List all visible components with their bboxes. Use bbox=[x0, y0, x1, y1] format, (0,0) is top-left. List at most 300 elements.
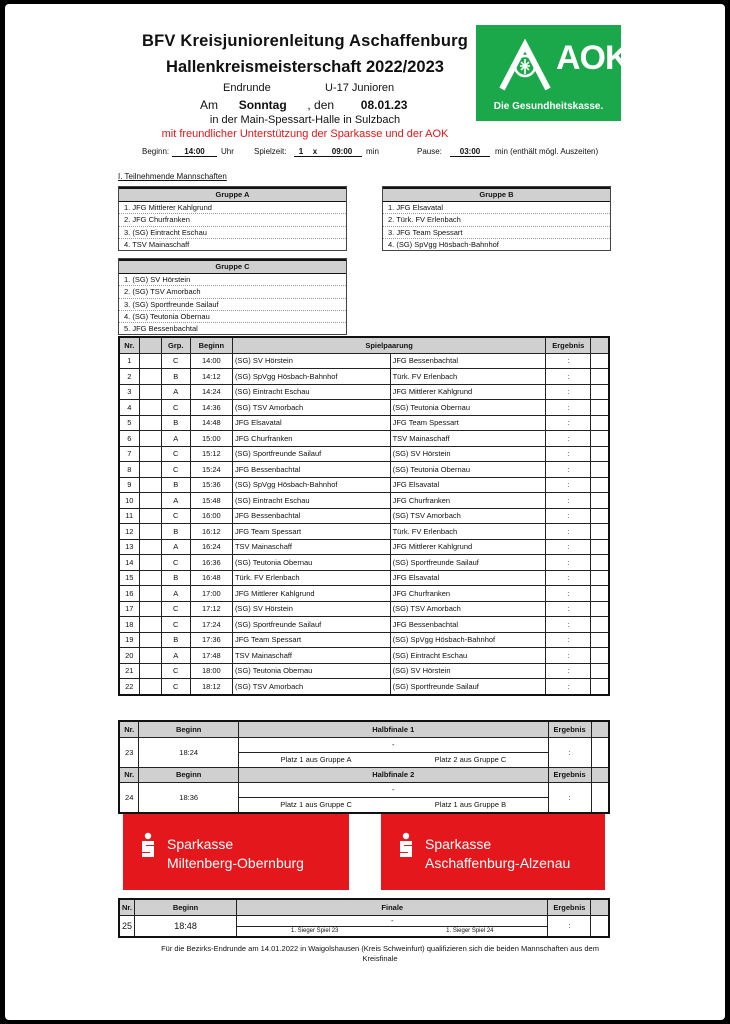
match-result: : bbox=[546, 477, 591, 493]
match-result: : bbox=[546, 648, 591, 664]
match-result: : bbox=[546, 384, 591, 400]
blank-cell bbox=[139, 617, 161, 633]
sponsor-sparkasse-aschaffenburg bbox=[381, 814, 605, 890]
play-time-value: 09:00 bbox=[322, 147, 362, 157]
aok-brand: AOK bbox=[556, 39, 629, 77]
match-group: B bbox=[161, 369, 190, 385]
match-group: A bbox=[161, 431, 190, 447]
table-row bbox=[119, 431, 609, 447]
match-result: : bbox=[546, 663, 591, 679]
match-group: A bbox=[161, 539, 190, 555]
semifinal-2-start-header: Beginn bbox=[139, 767, 238, 783]
match-result: : bbox=[546, 555, 591, 571]
match-group: B bbox=[161, 524, 190, 540]
match-time: 15:48 bbox=[190, 493, 232, 509]
match-group: A bbox=[161, 586, 190, 602]
match-time: 17:36 bbox=[190, 632, 232, 648]
table-row bbox=[119, 586, 609, 602]
play-time-unit: min bbox=[366, 147, 379, 156]
semifinal-1-pairing bbox=[238, 737, 548, 767]
final-right: 1. Sieger Spiel 24 bbox=[446, 927, 494, 934]
away-team: JFG Bessenbachtal bbox=[390, 353, 546, 369]
match-result: : bbox=[546, 493, 591, 509]
pause-value: 03:00 bbox=[450, 147, 490, 157]
match-group: C bbox=[161, 400, 190, 416]
semifinal-1-result: : bbox=[548, 737, 591, 767]
final-time: 18:48 bbox=[135, 915, 237, 937]
home-team: JFG Bessenbachtal bbox=[232, 508, 390, 524]
age-class: U-17 Junioren bbox=[325, 82, 395, 94]
page-title: BFV Kreisjuniorenleitung Aschaffenburg bbox=[141, 32, 468, 50]
away-team: (SG) Sportfreunde Sailauf bbox=[390, 555, 546, 571]
sponsor-2-line2: Aschaffenburg-Alzenau bbox=[425, 855, 571, 871]
table-row bbox=[119, 477, 609, 493]
start-time-unit: Uhr bbox=[221, 147, 234, 156]
home-team: (SG) Teutonia Obernau bbox=[232, 555, 390, 571]
away-team: (SG) Sportfreunde Sailauf bbox=[390, 679, 546, 695]
semifinal-2-pairing bbox=[238, 783, 548, 814]
table-row bbox=[119, 524, 609, 540]
header-blank-2 bbox=[591, 337, 609, 353]
semifinal-2-right: Platz 1 aus Gruppe B bbox=[434, 800, 507, 809]
final-row bbox=[119, 915, 609, 937]
semifinal-1-result-header: Ergebnis bbox=[548, 721, 591, 737]
match-time: 14:36 bbox=[190, 400, 232, 416]
table-row bbox=[119, 601, 609, 617]
schedule-body bbox=[119, 353, 609, 695]
match-result: : bbox=[546, 570, 591, 586]
match-group: C bbox=[161, 462, 190, 478]
home-team: (SG) TSV Amorbach bbox=[232, 679, 390, 695]
semifinal-2-blank-cell bbox=[591, 783, 609, 814]
final-pairing bbox=[237, 915, 548, 937]
blank-cell bbox=[139, 369, 161, 385]
blank-cell bbox=[139, 632, 161, 648]
match-time: 17:48 bbox=[190, 648, 232, 664]
match-group: C bbox=[161, 446, 190, 462]
semifinal-2-left: Platz 1 aus Gruppe C bbox=[280, 800, 352, 809]
table-row bbox=[119, 679, 609, 695]
final-blank-cell bbox=[591, 915, 609, 937]
away-team: JFG Churfranken bbox=[390, 586, 546, 602]
blank-cell bbox=[591, 431, 609, 447]
away-team: (SG) TSV Amorbach bbox=[390, 508, 546, 524]
blank-cell bbox=[591, 353, 609, 369]
match-time: 16:24 bbox=[190, 539, 232, 555]
home-team: (SG) SV Hörstein bbox=[232, 353, 390, 369]
venue: in der Main-Spessart-Halle in Sulzbach bbox=[209, 114, 401, 126]
away-team: (SG) Teutonia Obernau bbox=[390, 400, 546, 416]
semifinal-2-nr-header: Nr. bbox=[119, 767, 139, 783]
match-time: 14:00 bbox=[190, 353, 232, 369]
match-result: : bbox=[546, 400, 591, 416]
semifinal-1-nr: 23 bbox=[119, 737, 139, 767]
match-time: 16:36 bbox=[190, 555, 232, 571]
away-team: JFG Elsavatal bbox=[390, 570, 546, 586]
sparkasse-logo-icon bbox=[399, 832, 413, 858]
match-time: 15:00 bbox=[190, 431, 232, 447]
final-nr-header: Nr. bbox=[119, 899, 135, 915]
play-time-times: x bbox=[308, 147, 322, 157]
table-row bbox=[119, 663, 609, 679]
table-row bbox=[119, 617, 609, 633]
match-time: 14:12 bbox=[190, 369, 232, 385]
match-time: 15:24 bbox=[190, 462, 232, 478]
match-group: C bbox=[161, 679, 190, 695]
blank-cell bbox=[139, 648, 161, 664]
blank-cell bbox=[591, 586, 609, 602]
blank-cell bbox=[139, 446, 161, 462]
match-result: : bbox=[546, 369, 591, 385]
match-group: A bbox=[161, 648, 190, 664]
final-header bbox=[119, 899, 609, 915]
blank-cell bbox=[591, 617, 609, 633]
match-nr: 17 bbox=[119, 601, 139, 617]
page-subtitle: Hallenkreismeisterschaft 2022/2023 bbox=[166, 58, 444, 76]
match-time: 16:00 bbox=[190, 508, 232, 524]
semifinal-2-time: 18:36 bbox=[139, 783, 238, 814]
header-result: Ergebnis bbox=[546, 337, 591, 353]
blank-cell bbox=[139, 601, 161, 617]
match-nr: 16 bbox=[119, 586, 139, 602]
blank-cell bbox=[591, 384, 609, 400]
blank-cell bbox=[139, 524, 161, 540]
blank-cell bbox=[139, 477, 161, 493]
semifinal-1-header bbox=[119, 721, 609, 737]
table-row bbox=[119, 446, 609, 462]
group-team: 1. JFG Elsavatal bbox=[383, 202, 610, 214]
table-row bbox=[119, 353, 609, 369]
away-team: TSV Mainaschaff bbox=[390, 431, 546, 447]
sparkasse-logo-icon bbox=[141, 832, 155, 858]
semifinal-1-blank-cell bbox=[591, 737, 609, 767]
blank-cell bbox=[591, 648, 609, 664]
away-team: (SG) Eintracht Eschau bbox=[390, 648, 546, 664]
blank-cell bbox=[591, 570, 609, 586]
match-result: : bbox=[546, 508, 591, 524]
match-group: B bbox=[161, 415, 190, 431]
match-nr: 3 bbox=[119, 384, 139, 400]
sponsor-1-line2: Miltenberg-Obernburg bbox=[167, 855, 304, 871]
semifinal-2-header bbox=[119, 767, 609, 783]
blank-cell bbox=[591, 400, 609, 416]
match-nr: 21 bbox=[119, 663, 139, 679]
schedule-table bbox=[118, 336, 610, 696]
match-nr: 20 bbox=[119, 648, 139, 664]
home-team: JFG Bessenbachtal bbox=[232, 462, 390, 478]
match-group: C bbox=[161, 508, 190, 524]
group-b-title: Gruppe B bbox=[383, 187, 610, 202]
blank-cell bbox=[591, 415, 609, 431]
home-team: (SG) TSV Amorbach bbox=[232, 400, 390, 416]
group-team: 3. JFG Team Spessart bbox=[383, 227, 610, 239]
match-nr: 18 bbox=[119, 617, 139, 633]
semifinal-2-result-header: Ergebnis bbox=[548, 767, 591, 783]
group-team: 5. JFG Bessenbachtal bbox=[124, 324, 198, 334]
blank-cell bbox=[591, 462, 609, 478]
match-result: : bbox=[546, 539, 591, 555]
date-den: , den bbox=[307, 98, 335, 112]
home-team: (SG) Sportfreunde Sailauf bbox=[232, 617, 390, 633]
blank-cell bbox=[139, 353, 161, 369]
match-time: 15:36 bbox=[190, 477, 232, 493]
away-team: (SG) Teutonia Obernau bbox=[390, 462, 546, 478]
home-team: TSV Mainaschaff bbox=[232, 648, 390, 664]
match-time: 18:00 bbox=[190, 663, 232, 679]
blank-cell bbox=[591, 493, 609, 509]
sponsor-sparkasse-miltenberg bbox=[123, 814, 349, 890]
final-table bbox=[118, 898, 610, 938]
schedule-header-row bbox=[119, 337, 609, 353]
home-team: (SG) Sportfreunde Sailauf bbox=[232, 446, 390, 462]
match-nr: 13 bbox=[119, 539, 139, 555]
group-a-title: Gruppe A bbox=[119, 187, 346, 202]
match-group: C bbox=[161, 663, 190, 679]
match-time: 15:12 bbox=[190, 446, 232, 462]
match-group: C bbox=[161, 601, 190, 617]
header-group: Grp. bbox=[161, 337, 190, 353]
blank-cell bbox=[139, 679, 161, 695]
match-nr: 10 bbox=[119, 493, 139, 509]
table-row bbox=[119, 508, 609, 524]
pause-note: min (enthält mögl. Auszeiten) bbox=[495, 147, 599, 156]
blank-cell bbox=[139, 431, 161, 447]
match-result: : bbox=[546, 415, 591, 431]
match-nr: 15 bbox=[119, 570, 139, 586]
blank-cell bbox=[139, 539, 161, 555]
match-nr: 14 bbox=[119, 555, 139, 571]
match-time: 17:00 bbox=[190, 586, 232, 602]
match-group: C bbox=[161, 617, 190, 633]
match-nr: 8 bbox=[119, 462, 139, 478]
date-am: Am bbox=[200, 98, 218, 112]
semifinal-1-blank bbox=[591, 721, 609, 737]
final-title: Finale bbox=[237, 899, 548, 915]
header-start: Beginn bbox=[190, 337, 232, 353]
final-blank bbox=[591, 899, 609, 915]
away-team: (SG) SV Hörstein bbox=[390, 446, 546, 462]
match-result: : bbox=[546, 353, 591, 369]
match-nr: 5 bbox=[119, 415, 139, 431]
blank-cell bbox=[139, 663, 161, 679]
away-team: JFG Mittlerer Kahlgrund bbox=[390, 384, 546, 400]
home-team: JFG Mittlerer Kahlgrund bbox=[232, 586, 390, 602]
table-row bbox=[119, 555, 609, 571]
support-line: mit freundlicher Unterstützung der Sparkasse und der AOK bbox=[161, 128, 449, 140]
match-group: A bbox=[161, 384, 190, 400]
blank-cell bbox=[139, 462, 161, 478]
aok-tree-icon bbox=[498, 39, 552, 93]
home-team: Türk. FV Erlenbach bbox=[232, 570, 390, 586]
semifinal-2-dash: - bbox=[239, 783, 548, 798]
away-team: JFG Elsavatal bbox=[390, 477, 546, 493]
group-team: 3. (SG) Sportfreunde Sailauf bbox=[119, 299, 346, 311]
blank-cell bbox=[139, 493, 161, 509]
match-nr: 4 bbox=[119, 400, 139, 416]
blank-cell bbox=[139, 586, 161, 602]
match-time: 17:24 bbox=[190, 617, 232, 633]
table-row bbox=[119, 415, 609, 431]
table-row bbox=[119, 462, 609, 478]
semifinal-1-time: 18:24 bbox=[139, 737, 238, 767]
group-team: 4. (SG) Teutonia Obernau bbox=[119, 311, 346, 323]
table-row bbox=[119, 384, 609, 400]
semifinal-1-row bbox=[119, 737, 609, 767]
blank-cell bbox=[591, 524, 609, 540]
table-row bbox=[119, 493, 609, 509]
group-a bbox=[118, 186, 347, 251]
footer-note: Für die Bezirks-Endrunde am 14.01.2022 in Waigolshausen (Kreis Schweinfurt) qualifizieren sich die beiden Mannschaften aus dem Kreisfinale bbox=[161, 944, 599, 963]
play-time-count: 1 bbox=[294, 147, 308, 157]
away-team: JFG Team Spessart bbox=[390, 415, 546, 431]
away-team: JFG Mittlerer Kahlgrund bbox=[390, 539, 546, 555]
home-team: (SG) Eintracht Eschau bbox=[232, 493, 390, 509]
match-nr: 22 bbox=[119, 679, 139, 695]
match-group: C bbox=[161, 353, 190, 369]
match-result: : bbox=[546, 632, 591, 648]
table-row bbox=[119, 632, 609, 648]
away-team: (SG) TSV Amorbach bbox=[390, 601, 546, 617]
aok-logo bbox=[476, 25, 629, 121]
away-team: JFG Bessenbachtal bbox=[390, 617, 546, 633]
match-time: 14:48 bbox=[190, 415, 232, 431]
away-team: Türk. FV Erlenbach bbox=[390, 524, 546, 540]
blank-cell bbox=[139, 555, 161, 571]
away-team: JFG Churfranken bbox=[390, 493, 546, 509]
group-c-title: Gruppe C bbox=[119, 259, 346, 274]
table-row bbox=[119, 539, 609, 555]
semifinal-1-nr-header: Nr. bbox=[119, 721, 139, 737]
semifinal-1-right: Platz 2 aus Gruppe C bbox=[434, 754, 507, 764]
group-team: 2. JFG Churfranken bbox=[119, 214, 346, 226]
semifinal-1-title: Halbfinale 1 bbox=[238, 721, 548, 737]
date-day: Sonntag bbox=[238, 98, 287, 112]
header-blank bbox=[139, 337, 161, 353]
match-time: 14:24 bbox=[190, 384, 232, 400]
document-page bbox=[5, 4, 725, 1020]
group-team: 2. (SG) TSV Amorbach bbox=[119, 286, 346, 298]
date-value: 08.01.23 bbox=[360, 98, 408, 112]
final-left: 1. Sieger Spiel 23 bbox=[291, 927, 339, 934]
match-result: : bbox=[546, 679, 591, 695]
home-team: (SG) Teutonia Obernau bbox=[232, 663, 390, 679]
match-result: : bbox=[546, 601, 591, 617]
match-time: 16:48 bbox=[190, 570, 232, 586]
group-team: 4. TSV Mainaschaff bbox=[124, 239, 190, 249]
semifinal-1-start-header: Beginn bbox=[139, 721, 238, 737]
header-nr: Nr. bbox=[119, 337, 139, 353]
match-nr: 11 bbox=[119, 508, 139, 524]
match-nr: 1 bbox=[119, 353, 139, 369]
round-label: Endrunde bbox=[223, 82, 271, 94]
blank-cell bbox=[591, 539, 609, 555]
blank-cell bbox=[591, 508, 609, 524]
home-team: JFG Elsavatal bbox=[232, 415, 390, 431]
match-nr: 12 bbox=[119, 524, 139, 540]
start-time-value: 14:00 bbox=[172, 147, 217, 157]
blank-cell bbox=[591, 446, 609, 462]
home-team: JFG Team Spessart bbox=[232, 632, 390, 648]
match-time: 18:12 bbox=[190, 679, 232, 695]
home-team: JFG Churfranken bbox=[232, 431, 390, 447]
final-result: : bbox=[548, 915, 591, 937]
group-b bbox=[382, 186, 611, 251]
blank-cell bbox=[139, 384, 161, 400]
blank-cell bbox=[139, 415, 161, 431]
semifinal-2-result: : bbox=[548, 783, 591, 814]
sponsor-2-line1: Sparkasse bbox=[425, 836, 492, 852]
group-team: 1. JFG Mittlerer Kahlgrund bbox=[119, 202, 346, 214]
group-team: 2. Türk. FV Erlenbach bbox=[383, 214, 610, 226]
match-nr: 9 bbox=[119, 477, 139, 493]
group-c bbox=[118, 258, 347, 335]
match-result: : bbox=[546, 446, 591, 462]
blank-cell bbox=[139, 508, 161, 524]
home-team: (SG) SpVgg Hösbach-Bahnhof bbox=[232, 477, 390, 493]
header-pairing: Spielpaarung bbox=[232, 337, 545, 353]
group-team: 4. (SG) SpVgg Hösbach-Bahnhof bbox=[388, 239, 499, 249]
play-time-label: Spielzeit: bbox=[254, 147, 287, 156]
match-result: : bbox=[546, 586, 591, 602]
match-time: 16:12 bbox=[190, 524, 232, 540]
home-team: (SG) SpVgg Hösbach-Bahnhof bbox=[232, 369, 390, 385]
match-nr: 7 bbox=[119, 446, 139, 462]
blank-cell bbox=[591, 632, 609, 648]
date-line bbox=[200, 98, 407, 112]
blank-cell bbox=[591, 663, 609, 679]
final-result-header: Ergebnis bbox=[548, 899, 591, 915]
final-nr: 25 bbox=[119, 915, 135, 937]
final-start-header: Beginn bbox=[135, 899, 237, 915]
semifinal-2-title: Halbfinale 2 bbox=[238, 767, 548, 783]
semifinal-2-nr: 24 bbox=[119, 783, 139, 814]
blank-cell bbox=[591, 601, 609, 617]
table-row bbox=[119, 369, 609, 385]
group-team: 3. (SG) Eintracht Eschau bbox=[119, 227, 346, 239]
blank-cell bbox=[591, 555, 609, 571]
match-result: : bbox=[546, 431, 591, 447]
semifinal-table bbox=[118, 720, 610, 814]
home-team: JFG Team Spessart bbox=[232, 524, 390, 540]
match-group: B bbox=[161, 632, 190, 648]
blank-cell bbox=[139, 400, 161, 416]
away-team: (SG) SpVgg Hösbach-Bahnhof bbox=[390, 632, 546, 648]
away-team: (SG) SV Hörstein bbox=[390, 663, 546, 679]
match-nr: 19 bbox=[119, 632, 139, 648]
match-group: A bbox=[161, 493, 190, 509]
match-nr: 6 bbox=[119, 431, 139, 447]
group-team: 1. (SG) SV Hörstein bbox=[119, 274, 346, 286]
away-team: Türk. FV Erlenbach bbox=[390, 369, 546, 385]
match-group: B bbox=[161, 570, 190, 586]
teams-heading: I. Teilnehmende Mannschaften bbox=[118, 172, 227, 181]
final-dash: - bbox=[237, 916, 547, 927]
blank-cell bbox=[591, 679, 609, 695]
blank-cell bbox=[139, 570, 161, 586]
blank-cell bbox=[591, 477, 609, 493]
semifinal-2-blank bbox=[591, 767, 609, 783]
start-time-label: Beginn: bbox=[142, 147, 170, 156]
table-row bbox=[119, 400, 609, 416]
match-result: : bbox=[546, 462, 591, 478]
pause-label: Pause: bbox=[417, 147, 442, 156]
match-group: C bbox=[161, 555, 190, 571]
table-row bbox=[119, 648, 609, 664]
match-nr: 2 bbox=[119, 369, 139, 385]
match-group: B bbox=[161, 477, 190, 493]
home-team: (SG) Eintracht Eschau bbox=[232, 384, 390, 400]
sponsor-1-line1: Sparkasse bbox=[167, 836, 234, 852]
